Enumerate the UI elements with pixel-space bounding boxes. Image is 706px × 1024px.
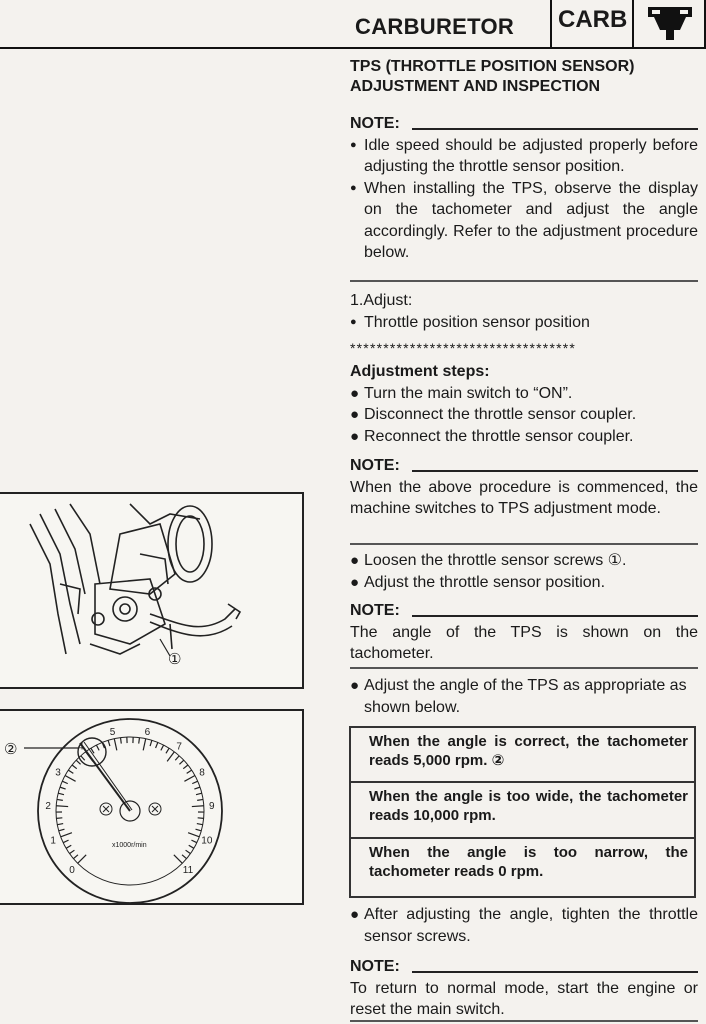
- header-rule: [0, 47, 706, 49]
- tachometer-tick: [61, 833, 72, 837]
- steps-3: [350, 675, 698, 718]
- tachometer-figure: [0, 709, 304, 905]
- note-label: NOTE:: [350, 956, 698, 978]
- tachometer-label: 9: [209, 801, 215, 813]
- page-title: CARBURETOR: [355, 14, 515, 39]
- tachometer-minor-tick: [68, 770, 73, 773]
- section-code: CARB: [550, 0, 632, 47]
- tachometer-minor-tick: [96, 745, 99, 750]
- tachometer-tick: [188, 833, 199, 837]
- tachometer-label: 3: [55, 767, 61, 779]
- note-1: [350, 113, 698, 264]
- tachometer-label: 7: [176, 741, 182, 753]
- list-item: ● Idle speed should be adjusted properly before adjusting the throttle sensor position.: [350, 136, 698, 175]
- note-text: The angle of the TPS is shown on the tachometer.: [350, 623, 698, 662]
- note-text: When the above procedure is commenced, the machine switches to TPS adjustment mode.: [350, 478, 698, 517]
- tachometer-minor-tick: [161, 745, 164, 750]
- list-item: ● Adjust the angle of the TPS as appropriate as shown below.: [350, 677, 687, 716]
- tachometer-minor-tick: [62, 781, 67, 783]
- tachometer-minor-tick: [156, 742, 158, 748]
- list-item: ● Reconnect the throttle sensor coupler.: [350, 427, 634, 445]
- tachometer-label: 4: [78, 741, 84, 753]
- list-item: ● Disconnect the throttle sensor coupler.: [350, 406, 637, 423]
- tachometer-minor-tick: [166, 748, 169, 753]
- note-label: NOTE:: [350, 113, 698, 135]
- tachometer-tick: [184, 776, 195, 782]
- tachometer-minor-tick: [108, 740, 110, 746]
- tachometer-label: 11: [182, 864, 194, 876]
- tachometer-tick: [143, 739, 146, 751]
- note-text: To return to normal mode, start the engine or reset the main switch.: [350, 979, 698, 1018]
- list-item: ● Loosen the throttle sensor screws ①.: [350, 552, 627, 569]
- tachometer-minor-tick: [70, 850, 75, 853]
- tachometer-minor-tick: [81, 756, 85, 760]
- list-item: ● After adjusting the angle, tighten the throttle sensor screws.: [350, 906, 698, 945]
- tachometer-label: 5: [109, 726, 116, 738]
- tachometer-minor-tick: [182, 855, 187, 859]
- throttle-sensor-figure: [0, 492, 304, 689]
- tachometer-minor-tick: [63, 840, 68, 843]
- throttle-body-illustration: [0, 494, 300, 687]
- tachometer-minor-tick: [186, 850, 191, 853]
- tachometer-tick: [174, 855, 182, 863]
- tps-angle-table: [349, 726, 696, 898]
- adjust-block: [350, 290, 698, 333]
- tachometer-tick: [56, 806, 68, 807]
- tachometer-tick: [167, 752, 174, 762]
- tachometer-dial: [0, 711, 300, 903]
- steps-2: [350, 550, 698, 593]
- tachometer-minor-tick: [194, 787, 200, 789]
- list-item: ● Turn the main switch to “ON”.: [350, 384, 573, 402]
- tachometer-minor-tick: [58, 793, 64, 794]
- tachometer-label: 0: [69, 864, 75, 876]
- adjustment-steps: [350, 361, 698, 447]
- callout-1: ①: [168, 651, 182, 668]
- tachometer-minor-tick: [66, 845, 71, 848]
- tachometer-minor-tick: [60, 787, 66, 789]
- tachometer-minor-tick: [197, 824, 203, 825]
- section-title: TPS (THROTTLE POSITION SENSOR) ADJUSTMENT AND INSPECTION: [350, 58, 635, 95]
- tachometer-minor-tick: [192, 781, 197, 783]
- tachometer-minor-tick: [121, 738, 122, 744]
- note-label: NOTE:: [350, 455, 698, 477]
- note-3: [350, 600, 698, 665]
- tachometer-label: 10: [201, 835, 213, 847]
- tachometer-minor-tick: [175, 756, 179, 760]
- tachometer-minor-tick: [191, 840, 196, 843]
- carburetor-icon: [632, 0, 706, 47]
- tachometer-minor-tick: [196, 829, 202, 831]
- tachometer-minor-tick: [197, 799, 203, 800]
- divider: [350, 543, 698, 545]
- list-item: ● When installing the TPS, observe the display on the tachometer and adjust the angle accordingly. Refer to the adjustment procedure below.: [350, 179, 698, 261]
- tachometer-unit: x1000r/min: [112, 842, 147, 849]
- note-2: [350, 455, 698, 520]
- tachometer-tick: [114, 739, 117, 751]
- tachometer-minor-tick: [183, 765, 188, 769]
- tachometer-tick: [65, 776, 76, 782]
- tachometer-minor-tick: [56, 818, 62, 819]
- table-row: When the angle is too narrow, the tachometer reads 0 rpm.: [369, 844, 688, 880]
- tachometer-tick: [192, 806, 204, 807]
- tachometer-minor-tick: [59, 829, 65, 831]
- list-item: ● Adjust the throttle sensor position.: [350, 573, 606, 591]
- tachometer-minor-tick: [139, 738, 140, 744]
- tachometer-tick: [78, 855, 86, 863]
- tachometer-label: 1: [50, 835, 56, 847]
- tachometer-minor-tick: [196, 793, 202, 794]
- callout-2: ②: [4, 741, 18, 758]
- tachometer-minor-tick: [57, 799, 63, 800]
- tachometer-minor-tick: [189, 845, 194, 848]
- table-row: When the angle is correct, the tachometer reads 5,000 rpm. ②: [351, 728, 694, 783]
- tachometer-label: 8: [199, 767, 205, 779]
- tachometer-label: 6: [144, 726, 151, 738]
- tachometer-minor-tick: [76, 760, 80, 764]
- tachometer-minor-tick: [198, 818, 204, 819]
- asterisk-divider: **********************************: [350, 340, 577, 356]
- table-row: When the angle is too wide, the tachometer reads 10,000 rpm.: [351, 783, 694, 839]
- divider: [350, 1020, 698, 1022]
- tachometer-label: 2: [45, 801, 51, 813]
- tachometer-minor-tick: [57, 824, 63, 825]
- divider: [350, 667, 698, 669]
- tachometer-minor-tick: [73, 855, 78, 859]
- steps-4: [350, 904, 698, 947]
- tachometer-minor-tick: [187, 770, 192, 773]
- adjust-label: 1.Adjust:: [350, 292, 413, 309]
- note-label: NOTE:: [350, 600, 698, 622]
- list-item: ● Throttle position sensor position: [350, 313, 590, 331]
- note-4: [350, 956, 698, 1021]
- tachometer-minor-tick: [179, 760, 183, 764]
- tachometer-minor-tick: [150, 740, 152, 746]
- divider: [350, 280, 698, 282]
- tachometer-minor-tick: [72, 765, 77, 769]
- steps-label: Adjustment steps:: [350, 363, 490, 380]
